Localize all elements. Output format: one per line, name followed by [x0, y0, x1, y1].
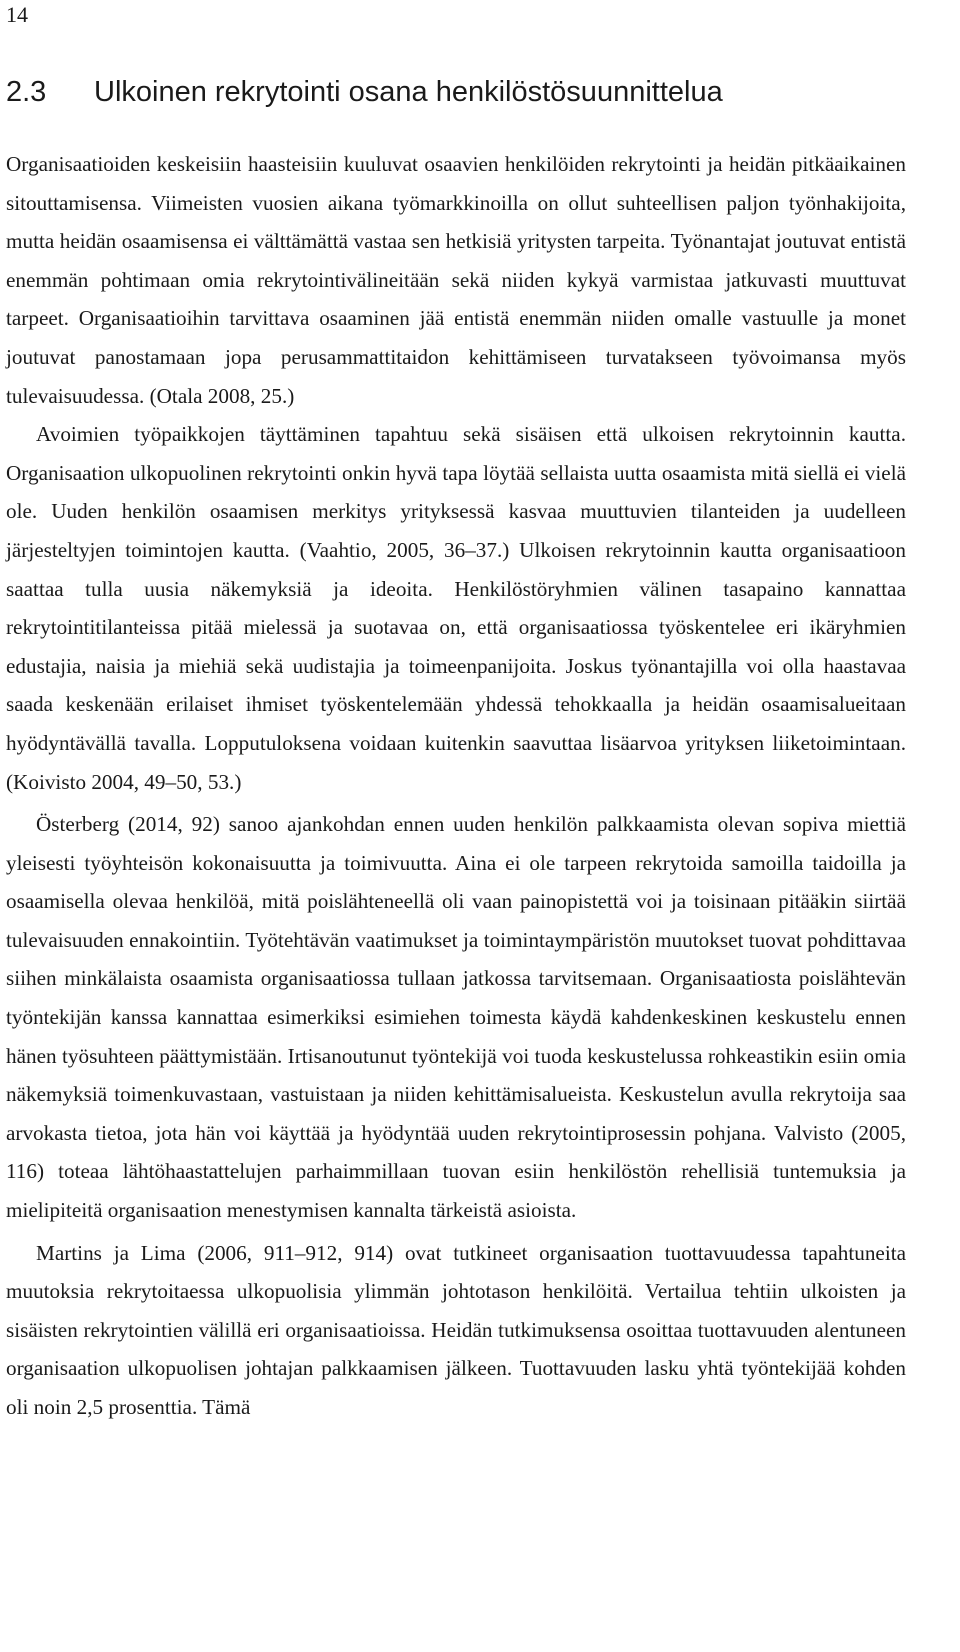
paragraph-3: Österberg (2014, 92) sanoo ajankohdan ennen uuden henkilön palkkaamista olevan sopiva miettiä yleisesti työyhteisön kokonaisuutta ja toimivuutta. Aina ei ole tarpeen rekrytoida samoilla taidoilla ja osaamisella olevaa henkilöä, mitä poislähteneellä oli vaan painopistettä voi ja toisinaan pitääkin siirtää tulevaisuuden ennakointiin. Työtehtävän vaatimukset ja toimintaympäristön muutokset tuovat pohdittavaa siihen minkälaista osaamista organisaatiossa tullaan jatkossa tarvitsemaan. Organisaatiosta poislähtevän työntekijän kanssa kannattaa esimerkiksi esimiehen toimesta käydä kahdenkeskinen keskustelu ennen hänen työsuhteen päättymistään. Irtisanoutunut työntekijä voi tuoda keskustelussa rohkeastikin esiin omia näkemyksiä toimenkuvastaan, vastuistaan ja niiden kehittämisalueista. Keskustelun avulla rekrytoija saa arvokasta tietoa, jota hän voi käyttää ja hyödyntää uuden rekrytointiprosessin pohjana. Valvisto (2005, 116) toteaa lähtöhaastattelujen parhaimmillaan tuovan esiin henkilöstön rehellisiä tuntemuksia ja mielipiteitä organisaation menestymisen kannalta tärkeistä asioista.	[6, 812, 906, 1223]
paragraph-4: Martins ja Lima (2006, 911–912, 914) ovat tutkineet organisaation tuottavuudessa tapahtuneita muutoksia rekrytoitaessa ulkopuolisia ylimmän johtotason henkilöitä. Vertailua tehtiin ulkoisten ja sisäisten rekrytointien välillä eri organisaatioissa. Heidän tutkimuksensa osoittaa tuottavuuden alentuneen organisaation ulkopuolisen johtajan palkkaamisen jälkeen. Tuottavuuden lasku yhtä työntekijää kohden oli noin 2,5 prosenttia. Tämä	[6, 1240, 906, 1419]
section-title: Ulkoinen rekrytointi osana henkilöstösuunnittelua	[94, 76, 723, 108]
paragraph-2: Avoimien työpaikkojen täyttäminen tapahtuu sekä sisäisen että ulkoisen rekrytoinnin kautta. Organisaation ulkopuolinen rekrytointi onkin hyvä tapa löytää sellaista uutta osaamista mitä siellä ei vielä ole. Uuden henkilön osaamisen merkitys yrityksessä kasvaa muuttuvien tilanteiden ja uudelleen järjesteltyjen toimintojen kautta. (Vaahtio, 2005, 36–37.) Ulkoisen rekrytoinnin kautta organisaatioon saattaa tulla uusia näkemyksiä ja ideoita. Henkilöstöryhmien välinen tasapaino kannattaa rekrytointitilanteissa pitää mielessä ja suotavaa on, että organisaatiossa työskentelee eri ikäryhmien edustajia, naisia ja miehiä sekä uudistajia ja toimeenpanijoita. Joskus työnantajilla voi olla haastavaa saada keskenään erilaiset ihmiset työskentelemään yhdessä tehokkaalla ja heidän osaamisalueitaan hyödyntävällä tavalla. Lopputuloksena voidaan kuitenkin saavuttaa lisäarvoa yrityksen liiketoimintaan. (Koivisto 2004, 49–50, 53.)	[6, 422, 906, 794]
section-number: 2.3	[6, 76, 47, 108]
page-number: 14	[6, 2, 28, 27]
paragraph-1: Organisaatioiden keskeisiin haasteisiin kuuluvat osaavien henkilöiden rekrytointi ja heidän pitkäaikainen sitouttamisensa. Viimeisten vuosien aikana työmarkkinoilla on ollut suhteellisen paljon työnhakijoita, mutta heidän osaamisensa ei välttämättä vastaa sen hetkisiä yritysten tarpeita. Työnantajat joutuvat entistä enemmän pohtimaan omia rekrytointivälineitään sekä niiden kykyä varmistaa jatkuvasti muuttuvat tarpeet. Organisaatioihin tarvittava osaaminen jää entistä enemmän niiden omalle vastuulle ja monet joutuvat panostamaan jopa perusammattitaidon kehittämiseen turvatakseen työvoimansa myös tulevaisuudessa. (Otala 2008, 25.)	[6, 152, 906, 408]
body-text	[6, 145, 906, 1427]
section-heading	[6, 74, 946, 110]
